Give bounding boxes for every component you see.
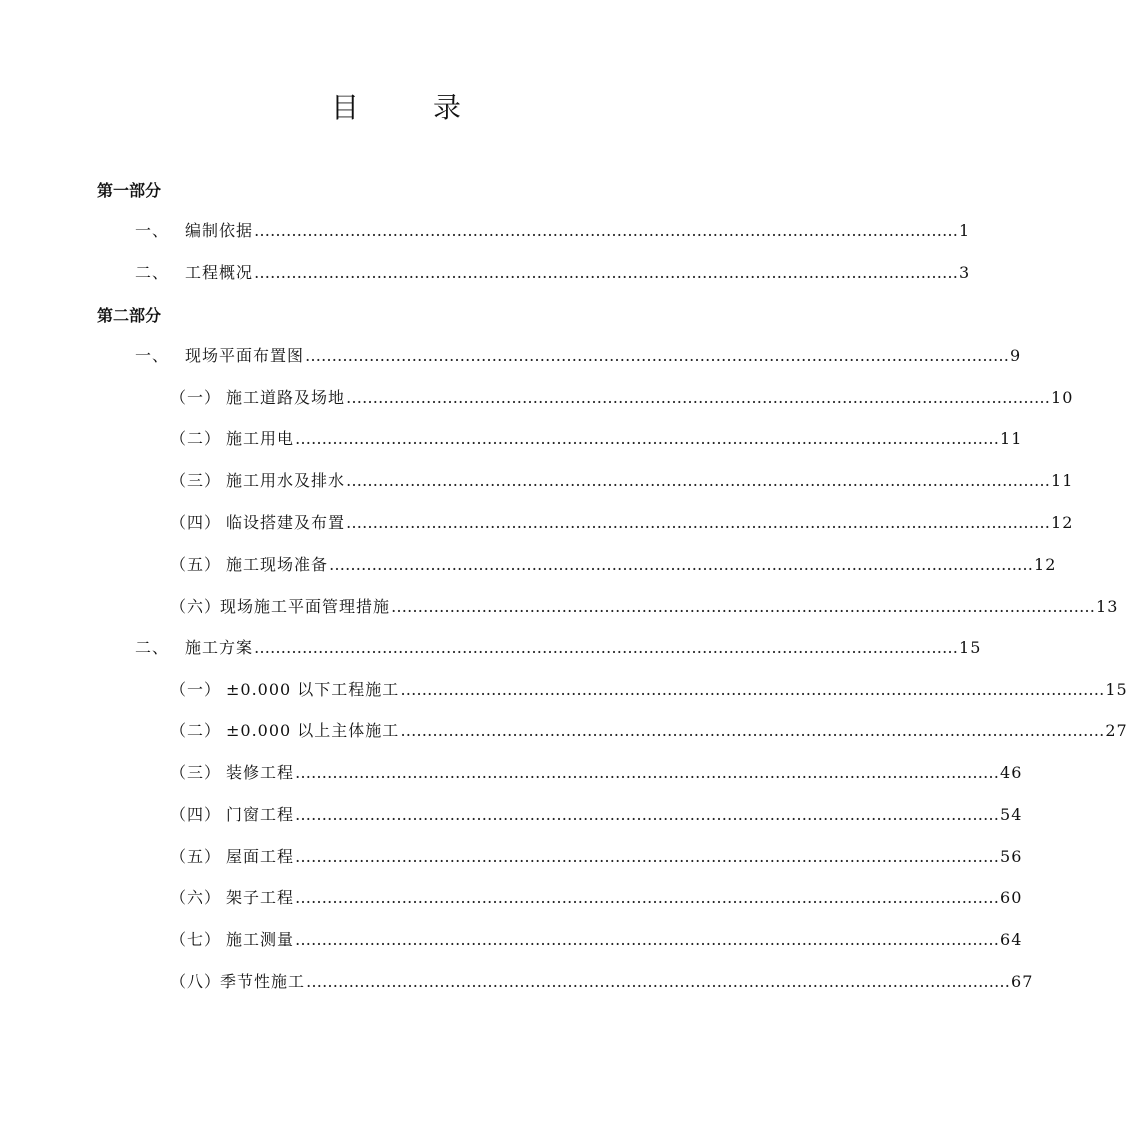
toc-entry-page: 13 [1096, 597, 1119, 616]
leader-dots: …………………………………………………………………………………………………………………… [295, 763, 1000, 782]
toc-entry-title: ±0.000 以下工程施工 [226, 680, 400, 699]
toc-entry-page: 54 [1000, 805, 1023, 824]
part-two-heading: 第二部分 [97, 306, 162, 325]
toc-entry-title: 施工测量 [226, 930, 295, 949]
title-char-1: 目 [330, 91, 361, 124]
page-title [0, 86, 794, 126]
toc-entry-number: 一、 [135, 221, 170, 240]
leader-dots: …………………………………………………………………………………………………………………… [295, 429, 1000, 448]
toc-entry-title: 现场平面布置图 [185, 346, 305, 365]
toc-entry-title: 门窗工程 [226, 805, 295, 824]
leader-dots: …………………………………………………………………………………………………………………… [305, 346, 1010, 365]
toc-entry-title: 架子工程 [226, 888, 295, 907]
toc-entry[interactable] [170, 594, 1119, 617]
toc-entry[interactable] [135, 218, 971, 241]
toc-entry-page: 10 [1051, 388, 1074, 407]
toc-entry-title: 临设搭建及布置 [226, 513, 346, 532]
toc-entry-number: 二、 [135, 638, 170, 657]
part-one-heading: 第一部分 [97, 181, 162, 200]
toc-entry-number: （七） [170, 930, 222, 949]
toc-entry-number: 一、 [135, 346, 170, 365]
toc-entry-number: （八） [170, 972, 222, 991]
toc-entry-title: 编制依据 [185, 221, 254, 240]
toc-entry-title: 施工道路及场地 [226, 388, 346, 407]
toc-entry-number: （一） [170, 388, 222, 407]
leader-dots: …………………………………………………………………………………………………………………… [295, 930, 1000, 949]
toc-entry-number: 二、 [135, 263, 170, 282]
leader-dots: …………………………………………………………………………………………………………………… [400, 680, 1105, 699]
toc-entry[interactable] [135, 260, 971, 283]
leader-dots: …………………………………………………………………………………………………………………… [254, 638, 959, 657]
toc-entry-page: 1 [959, 221, 971, 240]
toc-entry-page: 9 [1010, 346, 1022, 365]
toc-entry-title: ±0.000 以上主体施工 [226, 721, 400, 740]
leader-dots: …………………………………………………………………………………………………………………… [400, 721, 1105, 740]
leader-dots: …………………………………………………………………………………………………………………… [346, 471, 1051, 490]
toc-entry-number: （二） [170, 429, 222, 448]
leader-dots: …………………………………………………………………………………………………………………… [391, 597, 1096, 616]
leader-dots: …………………………………………………………………………………………………………………… [346, 388, 1051, 407]
toc-entry-number: （四） [170, 513, 222, 532]
toc-entry-page: 12 [1051, 513, 1074, 532]
toc-entry-page: 3 [959, 263, 971, 282]
leader-dots: …………………………………………………………………………………………………………………… [254, 263, 959, 282]
toc-entry[interactable] [170, 969, 1034, 992]
leader-dots: …………………………………………………………………………………………………………………… [254, 221, 959, 240]
toc-entry-page: 60 [1000, 888, 1023, 907]
leader-dots: …………………………………………………………………………………………………………………… [329, 555, 1034, 574]
toc-entry[interactable] [170, 718, 1128, 741]
toc-entry-title: 工程概况 [185, 263, 254, 282]
leader-dots: …………………………………………………………………………………………………………………… [295, 888, 1000, 907]
toc-entry-page: 15 [959, 638, 982, 657]
toc-entry-number: （三） [170, 763, 222, 782]
toc-entry-page: 46 [1000, 763, 1023, 782]
toc-entry-number: （五） [170, 555, 222, 574]
toc-entry[interactable] [170, 385, 1074, 408]
toc-entry-number: （二） [170, 721, 222, 740]
toc-entry[interactable] [170, 677, 1128, 700]
toc-entry-page: 27 [1105, 721, 1128, 740]
toc-entry-page: 15 [1105, 680, 1128, 699]
toc-entry-title: 施工现场准备 [226, 555, 329, 574]
leader-dots: …………………………………………………………………………………………………………………… [346, 513, 1051, 532]
toc-entry-title: 现场施工平面管理措施 [220, 597, 391, 616]
leader-dots: …………………………………………………………………………………………………………………… [306, 972, 1011, 991]
title-char-2: 录 [433, 91, 464, 124]
toc-entry-page: 11 [1000, 429, 1023, 448]
toc-entry-title: 施工用水及排水 [226, 471, 346, 490]
toc-entry-number: （四） [170, 805, 222, 824]
toc-entry[interactable] [170, 468, 1074, 491]
toc-entry[interactable] [135, 635, 982, 658]
toc-entry-number: （六） [170, 888, 222, 907]
toc-entry[interactable] [170, 927, 1023, 950]
toc-entry[interactable] [170, 802, 1023, 825]
toc-entry-title: 施工方案 [185, 638, 254, 657]
toc-entry-number: （一） [170, 680, 222, 699]
toc-entry-page: 56 [1000, 847, 1023, 866]
toc-entry-number: （五） [170, 847, 222, 866]
toc-entry-page: 67 [1011, 972, 1034, 991]
toc-entry[interactable] [170, 760, 1023, 783]
toc-entry[interactable] [170, 885, 1023, 908]
toc-entry[interactable] [170, 552, 1057, 575]
toc-entry-page: 11 [1051, 471, 1074, 490]
toc-entry-title: 季节性施工 [220, 972, 306, 991]
toc-entry[interactable] [170, 426, 1023, 449]
toc-entry-number: （三） [170, 471, 222, 490]
toc-entry-page: 12 [1034, 555, 1057, 574]
toc-entry-number: （六） [170, 597, 222, 616]
leader-dots: …………………………………………………………………………………………………………………… [295, 805, 1000, 824]
toc-entry[interactable] [135, 343, 1022, 366]
toc-entry-title: 装修工程 [226, 763, 295, 782]
toc-entry[interactable] [170, 510, 1074, 533]
leader-dots: …………………………………………………………………………………………………………………… [295, 847, 1000, 866]
toc-entry[interactable] [170, 844, 1023, 867]
toc-entry-page: 64 [1000, 930, 1023, 949]
toc-entry-title: 屋面工程 [226, 847, 295, 866]
toc-entry-title: 施工用电 [226, 429, 295, 448]
